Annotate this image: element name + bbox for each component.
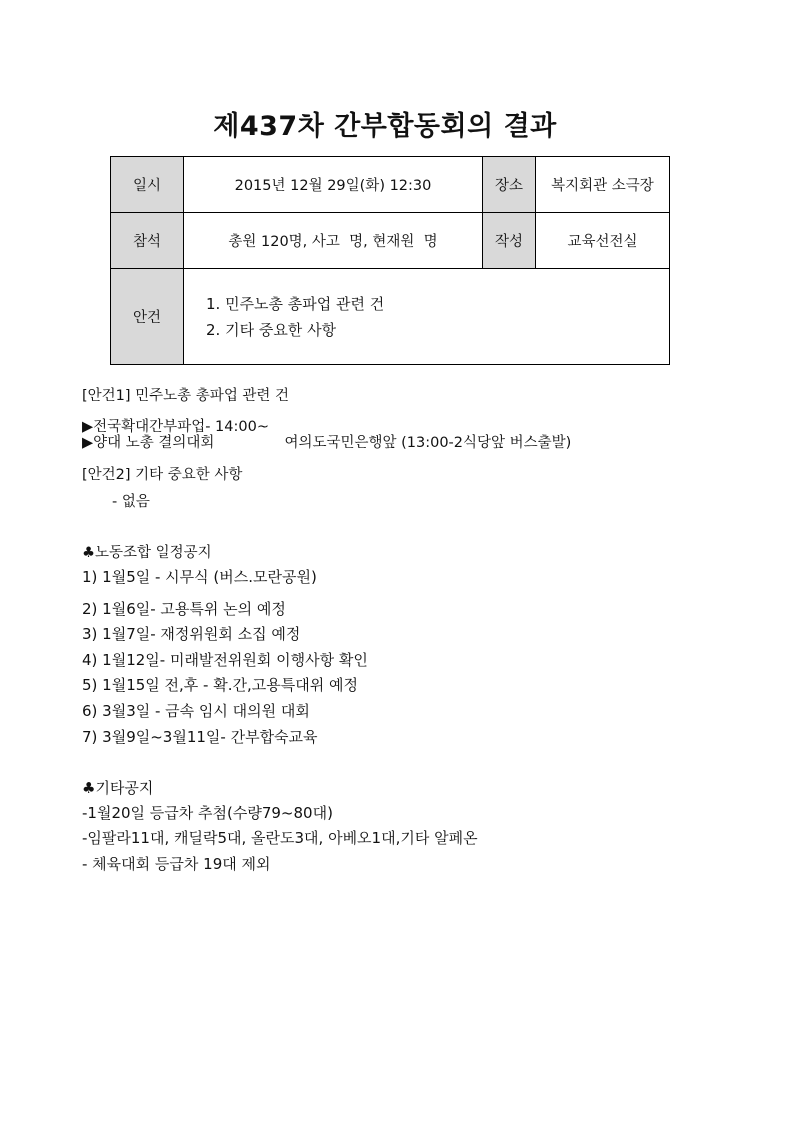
agenda2-heading: [안건2] 기타 중요한 사항	[82, 467, 243, 483]
schedule-item: 5) 1월15일 전,후 - 확.간,고용특대위 예정	[82, 676, 358, 694]
rally-name: ▶양대 노총 결의대회	[82, 435, 215, 451]
attend-label: 참석	[111, 213, 184, 269]
agenda1-heading: [안건1] 민주노총 총파업 관련 건	[82, 388, 290, 404]
schedule-item: 3) 1월7일- 재정위원회 소집 예정	[82, 625, 301, 643]
meeting-info-table	[110, 156, 670, 365]
agenda2-line: - 없음	[112, 494, 150, 510]
schedule-item: 1) 1월5일 - 시무식 (버스.모란공원)	[82, 568, 317, 586]
schedule-item: 2) 1월6일- 고용특위 논의 예정	[82, 600, 286, 618]
agenda-label: 안건	[111, 269, 184, 365]
place-label: 장소	[483, 157, 536, 213]
rally-location: 여의도국민은행앞 (13:00-2식당앞 버스출발)	[284, 435, 572, 451]
attend-value: 총원 120명, 사고 명, 현재원 명	[184, 213, 483, 269]
agenda-item: 2. 기타 중요한 사항	[206, 320, 337, 339]
agenda-cell	[184, 269, 670, 365]
schedule-heading: ♣노동조합 일정공지	[82, 545, 212, 561]
other-item: -임팔라11대, 캐딜락5대, 올란도3대, 아베오1대,기타 알페온	[82, 829, 478, 847]
writer-label: 작성	[483, 213, 536, 269]
place-value: 복지회관 소극장	[536, 157, 670, 213]
schedule-item: 7) 3월9일~3월11일- 간부합숙교육	[82, 728, 318, 746]
other-item: -1월20일 등급차 추첨(수량79~80대)	[82, 804, 333, 822]
other-heading: ♣기타공지	[82, 779, 154, 797]
agenda1-line	[82, 431, 571, 452]
other-item: - 체육대회 등급차 19대 제외	[82, 855, 271, 873]
schedule-item: 4) 1월12일- 미래발전위원회 이행사항 확인	[82, 651, 368, 669]
agenda-item: 1. 민주노총 총파업 관련 건	[206, 294, 385, 313]
date-label: 일시	[111, 157, 184, 213]
document-title: 제437차 간부합동회의 결과	[213, 111, 557, 142]
agenda1-line: ▶전국확대간부파업- 14:00~	[82, 419, 269, 435]
date-value: 2015년 12월 29일(화) 12:30	[184, 157, 483, 213]
schedule-item: 6) 3월3일 - 금속 임시 대의원 대회	[82, 702, 310, 720]
writer-value: 교육선전실	[536, 213, 670, 269]
